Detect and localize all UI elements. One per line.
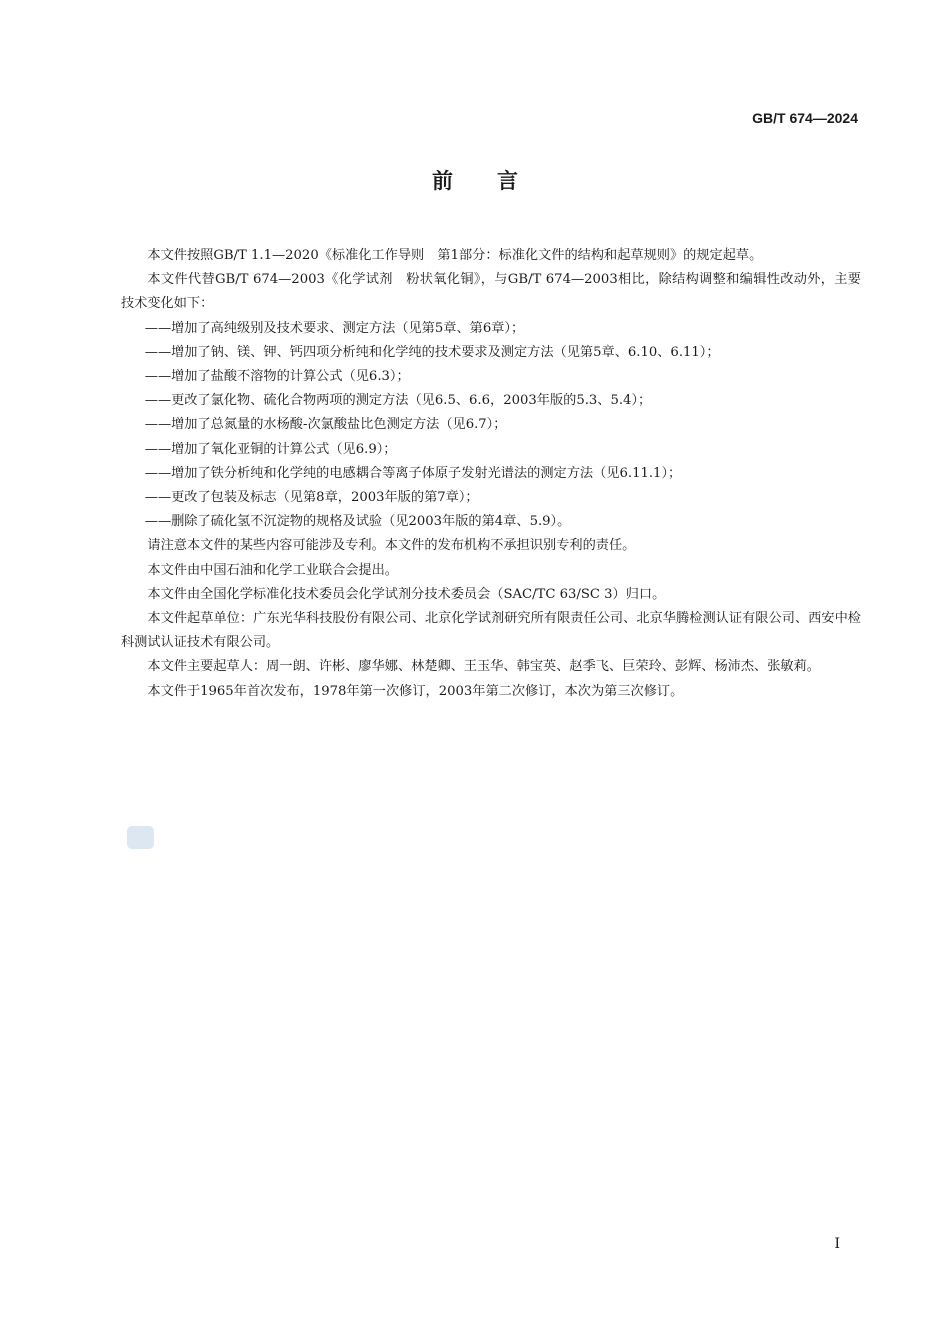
paragraph-drafting-units: 本文件起草单位：广东光华科技股份有限公司、北京化学试剂研究所有限责任公司、北京华腾检测认证有限公司、西安中检科测试认证技术有限公司。 — [121, 611, 861, 651]
paragraph-drafters: 本文件主要起草人：周一朗、许彬、廖华娜、林楚卿、王玉华、韩宝英、赵季飞、巨荣玲、彭辉、杨沛杰、张敏莉。 — [147, 659, 820, 675]
paragraph-drafting-rules: 本文件按照GB/T 1.1—2020《标准化工作导则 第1部分：标准化文件的结构和起草规则》的规定起草。 — [147, 248, 763, 263]
list-item: ——删除了硫化氢不沉淀物的规格及试验（见2003年版的第4章、5.9）。 — [144, 514, 571, 530]
list-item: ——更改了包装及标志（见第8章，2003年版的第7章）； — [144, 490, 479, 506]
list-item: ——增加了钠、镁、钾、钙四项分析纯和化学纯的技术要求及测定方法（见第5章、6.10、6.11）； — [144, 344, 720, 360]
list-item: ——增加了铁分析纯和化学纯的电感耦合等离子体原子发射光谱法的测定方法（见6.11.1）； — [144, 465, 682, 481]
paragraph-managed-by: 本文件由全国化学标准化技术委员会化学试剂分技术委员会（SAC/TC 63/SC 3）归口。 — [147, 586, 666, 602]
page-number: I — [834, 1236, 840, 1252]
page-title: 前言 — [432, 169, 562, 193]
standard-code: GB/T 674—2024 — [752, 110, 858, 126]
list-item: ——增加了总氮量的水杨酸-次氯酸盐比色测定方法（见6.7）； — [144, 417, 507, 433]
paragraph-replacement: 本文件代替GB/T 674—2003《化学试剂 粉状氧化铜》，与GB/T 674—2003相比，除结构调整和编辑性改动外，主要技术变化如下： — [121, 272, 861, 312]
paragraph-patent-notice: 请注意本文件的某些内容可能涉及专利。本文件的发布机构不承担识别专利的责任。 — [147, 538, 636, 554]
foreword-body — [121, 244, 861, 704]
paragraph-proposed-by: 本文件由中国石油和化学工业联合会提出。 — [147, 562, 398, 578]
list-item: ——增加了氧化亚铜的计算公式（见6.9）； — [144, 441, 397, 457]
list-item: ——更改了氯化物、硫化合物两项的测定方法（见6.5、6.6，2003年版的5.3、5.4）； — [144, 393, 652, 409]
paragraph-history: 本文件于1965年首次发布，1978年第一次修订，2003年第二次修订，本次为第三次修订。 — [147, 683, 684, 699]
list-item: ——增加了盐酸不溶物的计算公式（见6.3）； — [144, 369, 410, 385]
sac-logo-icon — [127, 826, 154, 849]
list-item: ——增加了高纯级别及技术要求、测定方法（见第5章、第6章）； — [144, 320, 525, 336]
